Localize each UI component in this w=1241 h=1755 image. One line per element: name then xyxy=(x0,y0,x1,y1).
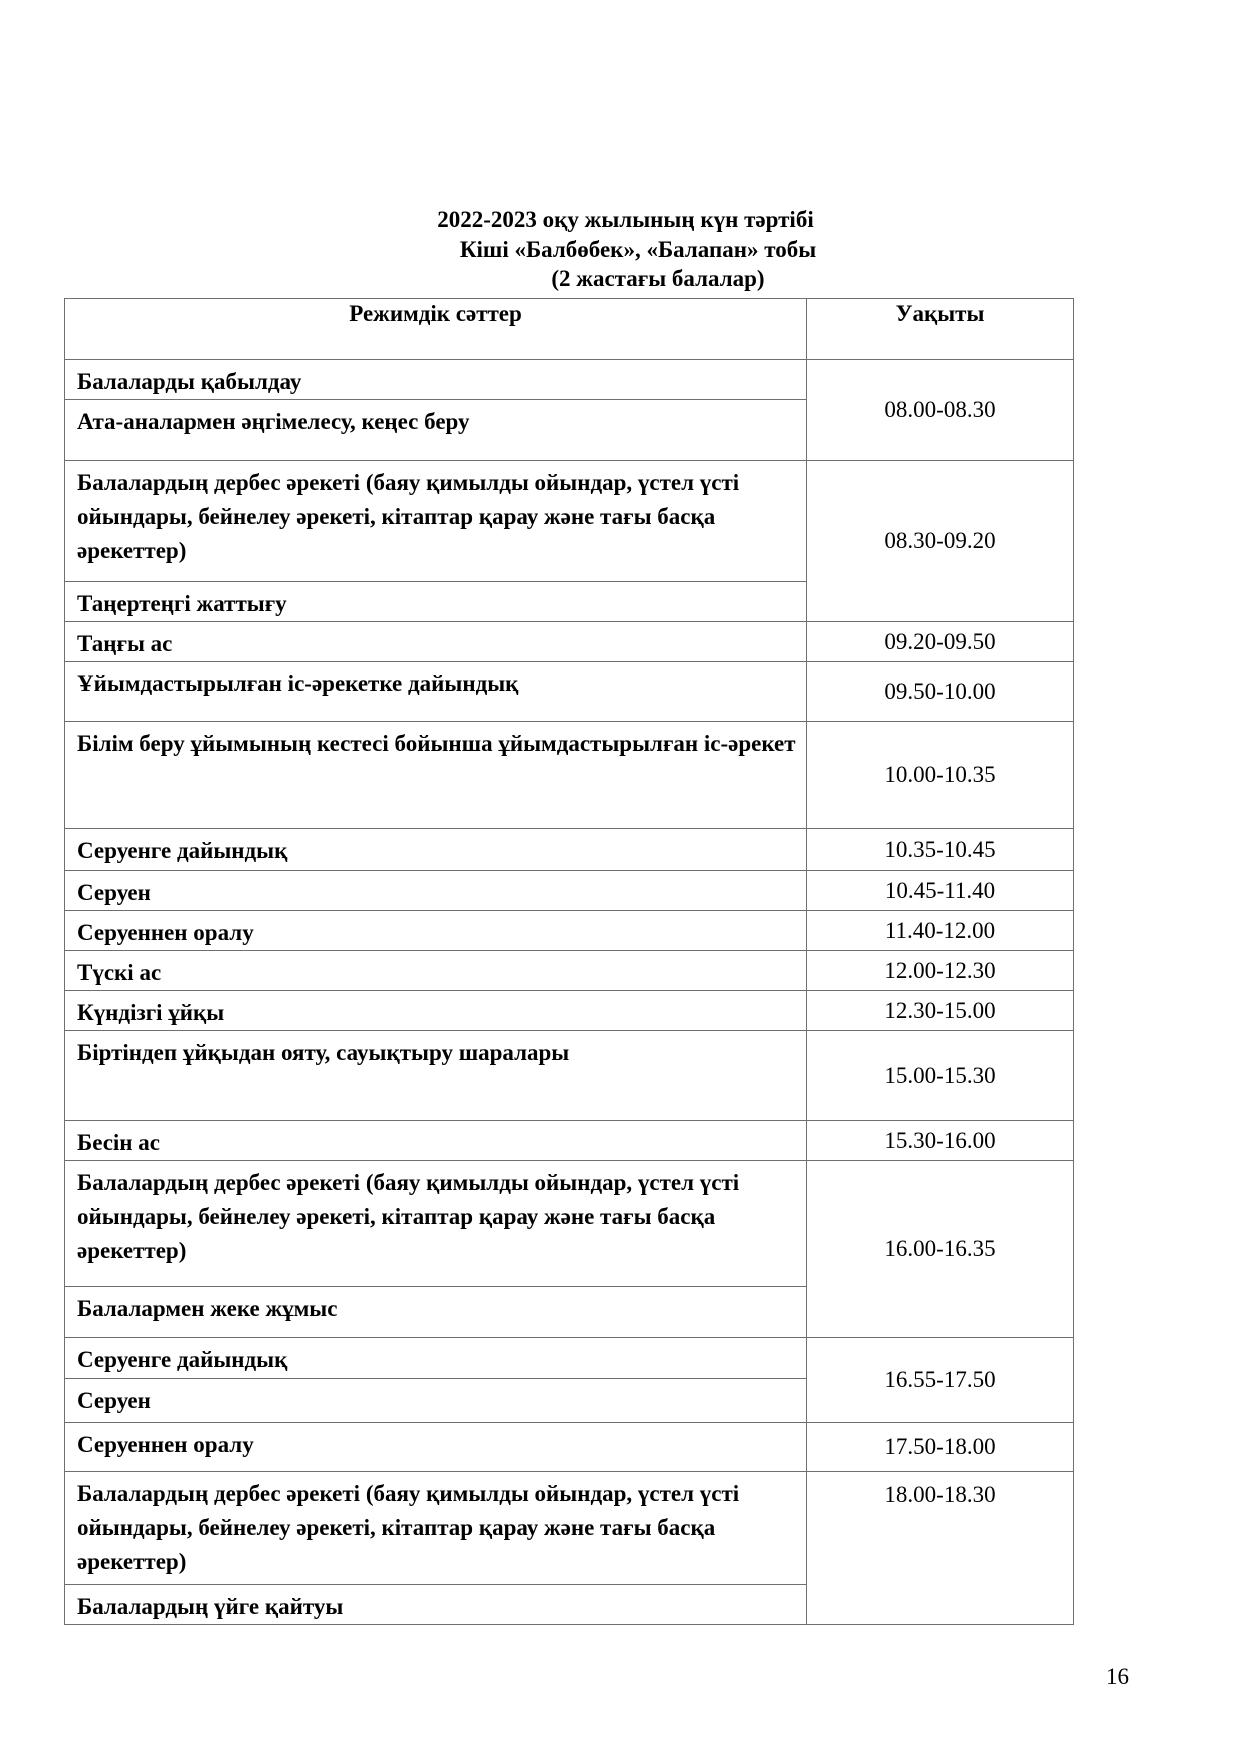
activity-cell: Ата-аналармен әңгімелесу, кеңес беру xyxy=(65,400,807,461)
page-number: 16 xyxy=(1106,1664,1129,1689)
activity-cell: Балалармен жеке жұмыс xyxy=(65,1287,807,1338)
document-title xyxy=(0,205,1241,293)
schedule-table xyxy=(64,298,1074,1625)
activity-cell: Серуенге дайындық xyxy=(65,829,807,871)
table-row xyxy=(65,461,1074,582)
title-line-1: 2022-2023 оқу жылының күн тәртібі xyxy=(437,207,814,232)
activity-cell: Серуен xyxy=(65,871,807,911)
table-row xyxy=(65,1161,1074,1287)
time-cell: 09.50-10.00 xyxy=(807,662,1074,722)
title-line-3: (2 жастағы балалар) xyxy=(551,266,765,291)
time-cell: 08.00-08.30 xyxy=(807,360,1074,461)
activity-cell: Ұйымдастырылған іс-әрекетке дайындық xyxy=(65,662,807,722)
table-row xyxy=(65,1423,1074,1472)
table-header-row xyxy=(65,299,1074,360)
table-row xyxy=(65,829,1074,871)
time-cell: 18.00-18.30 xyxy=(807,1472,1074,1625)
activity-cell: Таңғы ас xyxy=(65,622,807,662)
activity-cell: Біртіндеп ұйқыдан ояту, сауықтыру шаралары xyxy=(65,1031,807,1121)
activity-cell: Серуеннен оралу xyxy=(65,911,807,951)
table-row xyxy=(65,722,1074,829)
time-cell: 15.30-16.00 xyxy=(807,1121,1074,1161)
activity-cell: Балаларды қабылдау xyxy=(65,360,807,400)
activity-cell: Күндізгі ұйқы xyxy=(65,991,807,1031)
time-cell: 16.00-16.35 xyxy=(807,1161,1074,1338)
table-row xyxy=(65,951,1074,991)
table-row xyxy=(65,1031,1074,1121)
time-cell: 12.00-12.30 xyxy=(807,951,1074,991)
time-cell: 08.30-09.20 xyxy=(807,461,1074,622)
activity-cell: Білім беру ұйымының кестесі бойынша ұйымдастырылған іс-әрекет xyxy=(65,722,807,829)
activity-cell: Балалардың дербес әрекеті (баяу қимылды ойындар, үстел үсті ойындары, бейнелеу әрекеті, кітаптар қарау және тағы басқа әрекеттер) xyxy=(65,461,807,582)
table-row xyxy=(65,662,1074,722)
activity-cell: Балалардың үйге қайтуы xyxy=(65,1585,807,1625)
header-time: Уақыты xyxy=(807,299,1074,360)
time-cell: 15.00-15.30 xyxy=(807,1031,1074,1121)
table-row xyxy=(65,1338,1074,1379)
table-row xyxy=(65,622,1074,662)
table-row xyxy=(65,991,1074,1031)
table-row xyxy=(65,1121,1074,1161)
activity-cell: Серуенге дайындық xyxy=(65,1338,807,1379)
time-cell: 12.30-15.00 xyxy=(807,991,1074,1031)
time-cell: 11.40-12.00 xyxy=(807,911,1074,951)
activity-cell: Бесін ас xyxy=(65,1121,807,1161)
title-line-2: Кіші «Балбөбек», «Балапан» тобы xyxy=(459,237,817,262)
time-cell: 09.20-09.50 xyxy=(807,622,1074,662)
activity-cell: Серуеннен оралу xyxy=(65,1423,807,1472)
activity-cell: Серуен xyxy=(65,1379,807,1423)
activity-cell: Таңертеңгі жаттығу xyxy=(65,582,807,622)
table-row xyxy=(65,360,1074,400)
time-cell: 10.00-10.35 xyxy=(807,722,1074,829)
time-cell: 10.35-10.45 xyxy=(807,829,1074,871)
activity-cell: Балалардың дербес әрекеті (баяу қимылды ойындар, үстел үсті ойындары, бейнелеу әрекеті, кітаптар қарау және тағы басқа әрекеттер) xyxy=(65,1472,807,1585)
table-row xyxy=(65,1472,1074,1585)
table-row xyxy=(65,871,1074,911)
time-cell: 10.45-11.40 xyxy=(807,871,1074,911)
header-activities: Режимдік сәттер xyxy=(65,299,807,360)
activity-cell: Балалардың дербес әрекеті (баяу қимылды ойындар, үстел үсті ойындары, бейнелеу әрекеті, кітаптар қарау және тағы басқа әрекеттер) xyxy=(65,1161,807,1287)
table-row xyxy=(65,911,1074,951)
time-cell: 17.50-18.00 xyxy=(807,1423,1074,1472)
time-cell: 16.55-17.50 xyxy=(807,1338,1074,1423)
activity-cell: Түскі ас xyxy=(65,951,807,991)
